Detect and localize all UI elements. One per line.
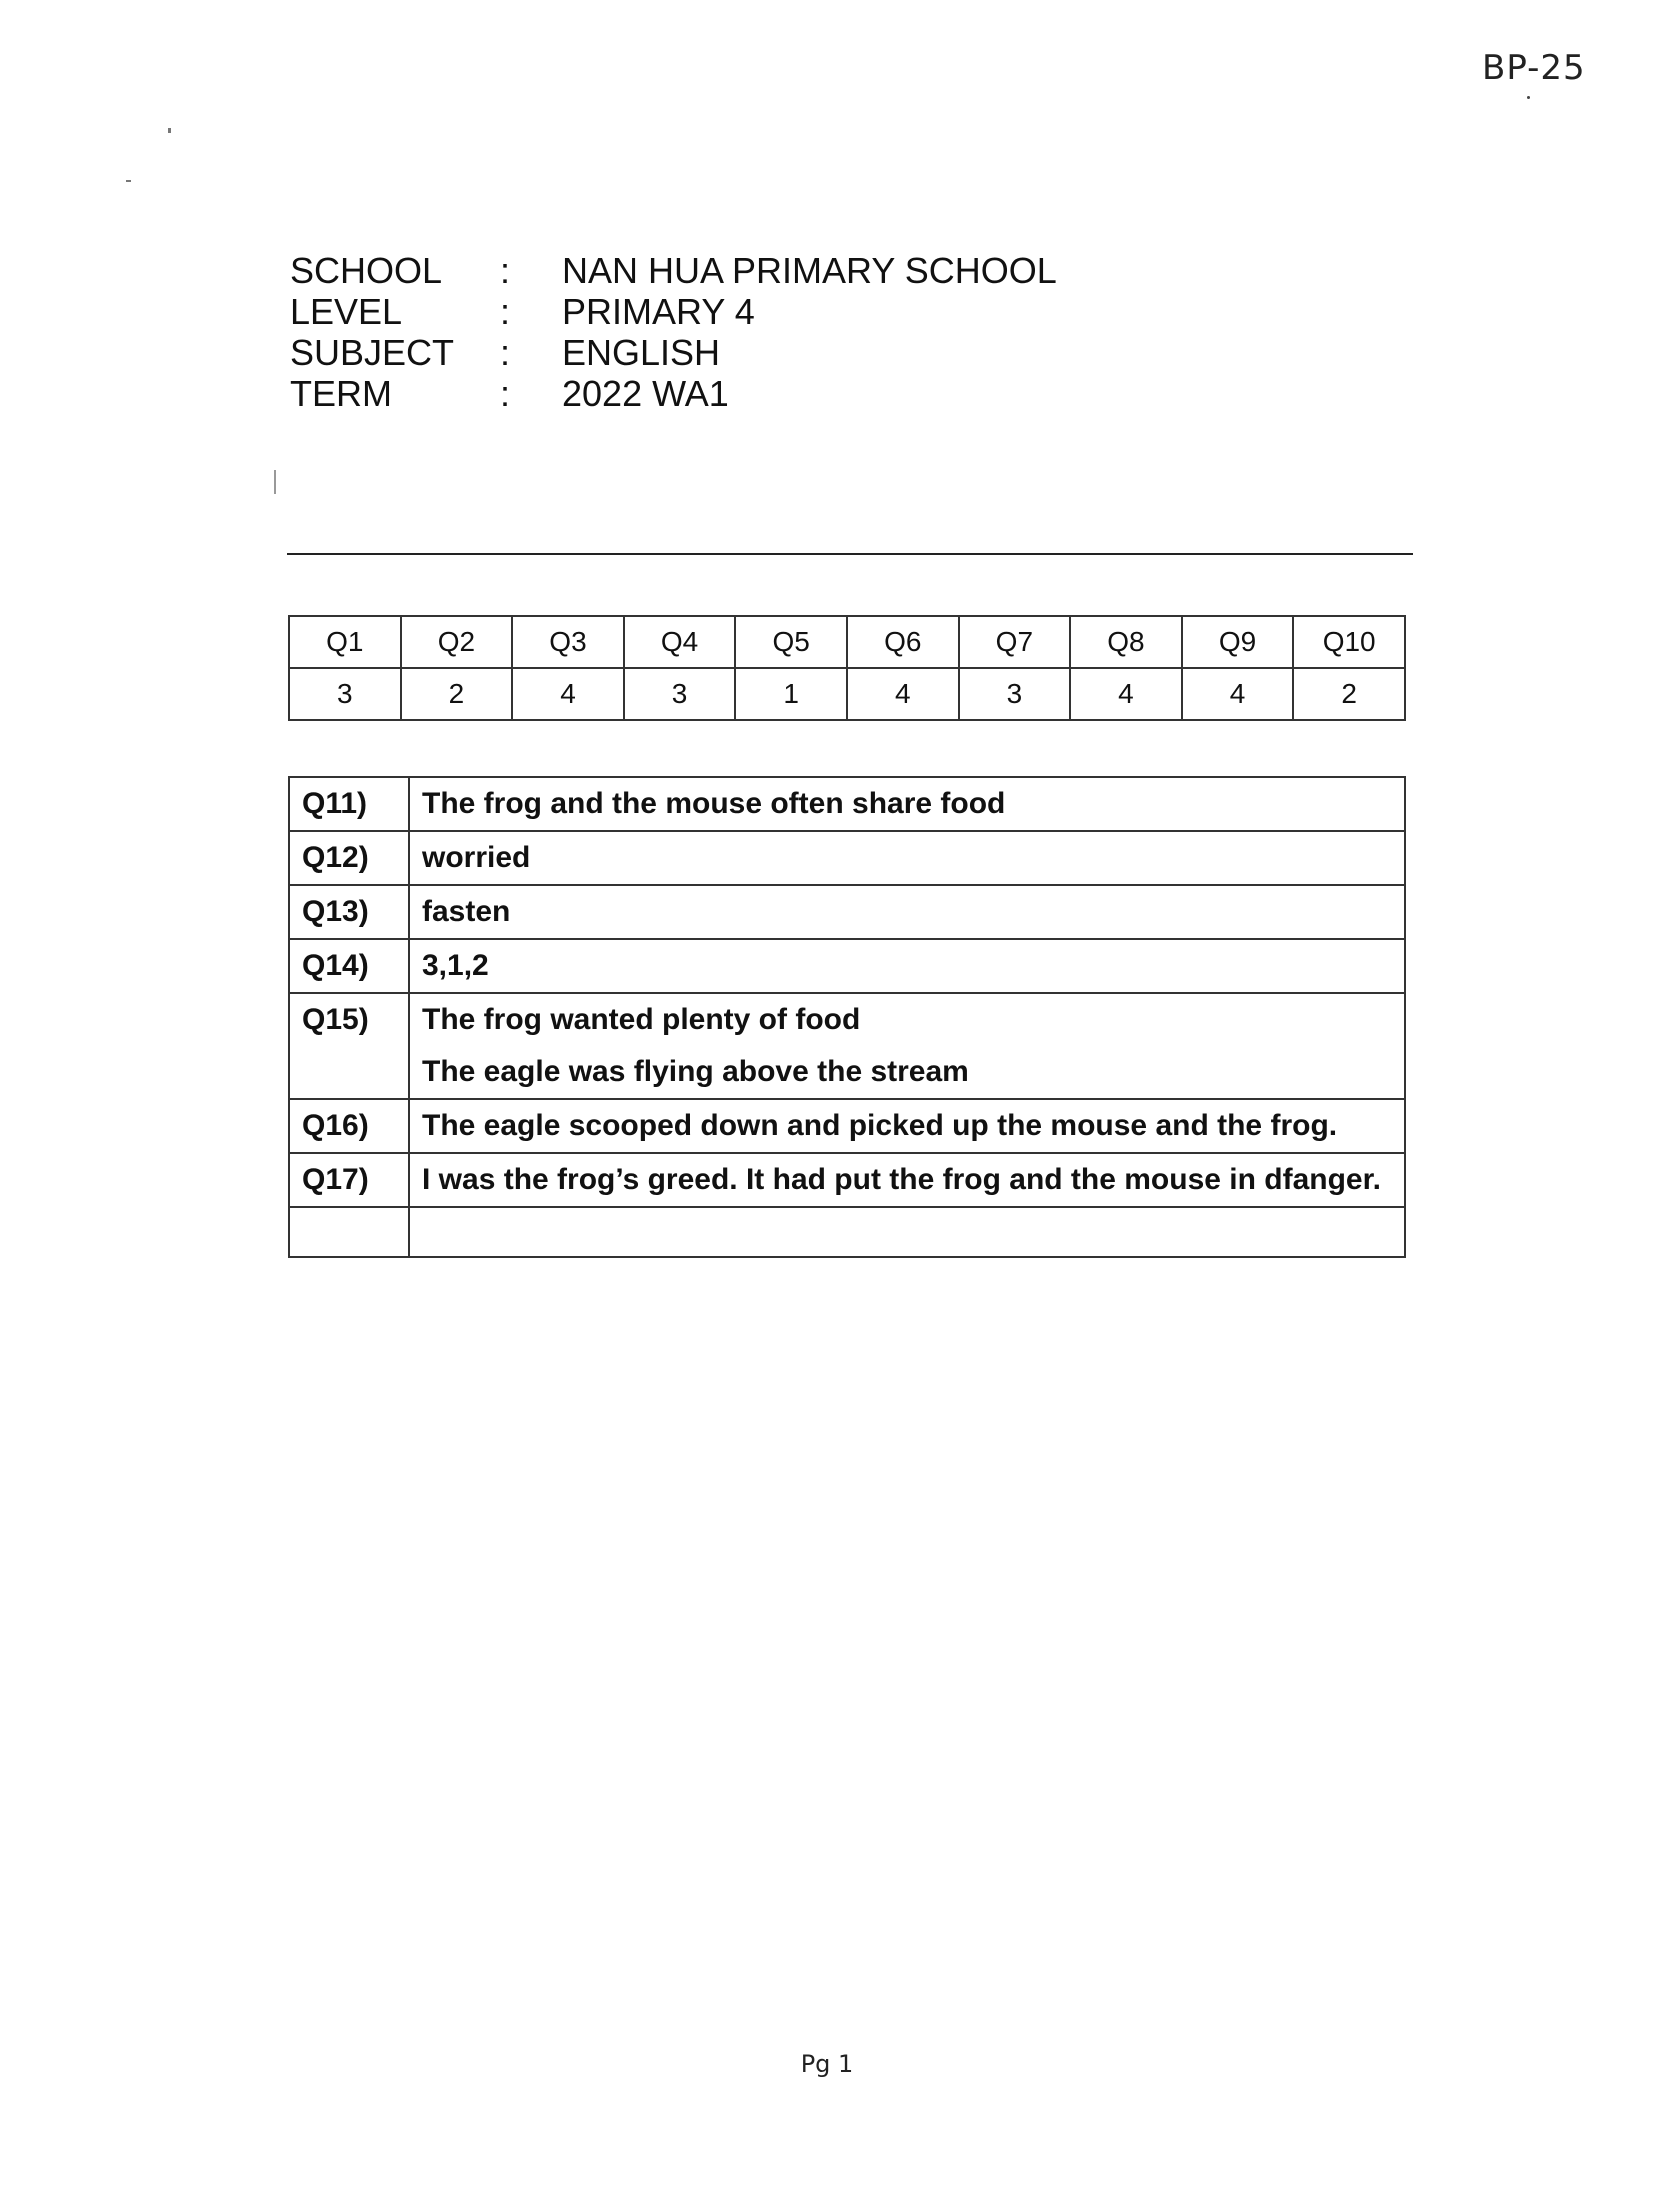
answer-text-multiline	[409, 993, 1405, 1099]
open-answer-row	[289, 885, 1405, 939]
header-label: LEVEL	[290, 291, 403, 332]
mcq-answer-cell: 1	[735, 668, 847, 720]
divider-line	[287, 553, 1413, 555]
answer-line: The frog wanted plenty of food	[422, 1003, 861, 1036]
page-code: BP-25	[1482, 48, 1586, 88]
mcq-question-cell: Q3	[512, 616, 624, 668]
mcq-question-cell: Q4	[624, 616, 736, 668]
header-colon: :	[500, 332, 511, 373]
header-label: TERM	[290, 373, 392, 414]
mcq-question-cell: Q10	[1293, 616, 1405, 668]
answer-text: fasten	[409, 885, 1405, 939]
open-ended-answer-table	[288, 776, 1406, 1258]
header-value: ENGLISH	[562, 332, 721, 373]
scan-speck	[168, 128, 171, 133]
answer-text: I was the frog’s greed. It had put the frog and the mouse in dfanger.	[409, 1153, 1405, 1207]
mcq-answer-cell: 2	[401, 668, 513, 720]
answer-text: 3,1,2	[409, 939, 1405, 993]
mcq-answer-row	[289, 668, 1405, 720]
question-number: Q16)	[289, 1099, 409, 1153]
answer-text: worried	[409, 831, 1405, 885]
mcq-answer-cell: 4	[1070, 668, 1182, 720]
open-answer-row	[289, 1099, 1405, 1153]
question-number	[289, 1207, 409, 1257]
answer-text: The frog and the mouse often share food	[409, 777, 1405, 831]
answer-text: The eagle scooped down and picked up the mouse and the frog.	[409, 1099, 1405, 1153]
scan-speck	[274, 470, 276, 494]
answer-line: The eagle was flying above the stream	[422, 1055, 969, 1088]
mcq-answer-cell: 4	[512, 668, 624, 720]
question-number: Q17)	[289, 1153, 409, 1207]
question-number: Q13)	[289, 885, 409, 939]
mcq-question-cell: Q7	[959, 616, 1071, 668]
header-row-term	[290, 373, 1057, 414]
mcq-answer-cell: 4	[1182, 668, 1294, 720]
mcq-answer-cell: 3	[289, 668, 401, 720]
question-number: Q11)	[289, 777, 409, 831]
question-number: Q12)	[289, 831, 409, 885]
header-row-school	[290, 250, 1057, 291]
answer-text	[409, 1207, 1405, 1257]
question-number: Q14)	[289, 939, 409, 993]
exam-info-block	[290, 250, 1057, 414]
question-number: Q15)	[289, 993, 409, 1099]
header-row-level	[290, 291, 1057, 332]
mcq-question-cell: Q5	[735, 616, 847, 668]
scan-speck	[126, 180, 131, 182]
open-answer-row	[289, 831, 1405, 885]
mcq-question-row	[289, 616, 1405, 668]
open-answer-row	[289, 939, 1405, 993]
header-value: NAN HUA PRIMARY SCHOOL	[562, 250, 1057, 291]
mcq-answer-cell: 3	[624, 668, 736, 720]
header-label: SCHOOL	[290, 250, 443, 291]
mcq-question-cell: Q9	[1182, 616, 1294, 668]
header-colon: :	[500, 291, 511, 332]
mcq-question-cell: Q8	[1070, 616, 1182, 668]
open-answer-row-empty	[289, 1207, 1405, 1257]
header-colon: :	[500, 373, 511, 414]
open-answer-row	[289, 993, 1405, 1099]
open-answer-row	[289, 1153, 1405, 1207]
mcq-answer-cell: 2	[1293, 668, 1405, 720]
mcq-question-cell: Q1	[289, 616, 401, 668]
open-answer-row	[289, 777, 1405, 831]
mcq-answer-cell: 3	[959, 668, 1071, 720]
mcq-question-cell: Q6	[847, 616, 959, 668]
mcq-question-cell: Q2	[401, 616, 513, 668]
header-value: 2022 WA1	[562, 373, 729, 414]
header-row-subject	[290, 332, 1057, 373]
mcq-answer-cell: 4	[847, 668, 959, 720]
header-label: SUBJECT	[290, 332, 455, 373]
mcq-answer-table	[288, 615, 1406, 721]
header-value: PRIMARY 4	[562, 291, 755, 332]
page-code-mark	[1527, 96, 1530, 99]
header-colon: :	[500, 250, 511, 291]
page-number: Pg 1	[800, 2050, 854, 2078]
